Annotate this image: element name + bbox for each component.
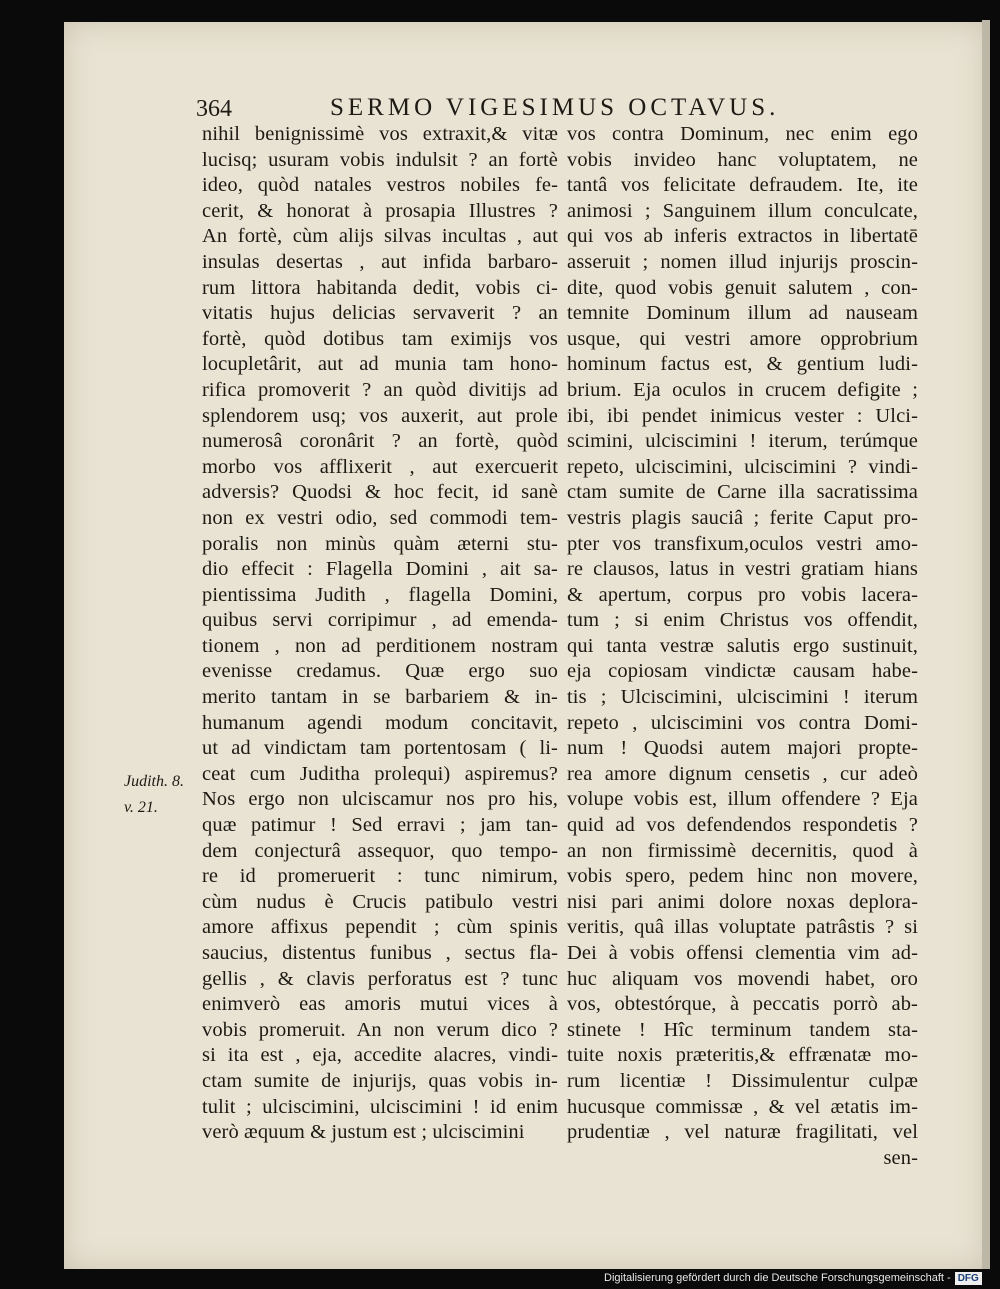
text-line: vos contra Dominum, nec enim ego [567, 123, 918, 145]
text-line: non ex vestri odio, sed commodi tem- [202, 506, 558, 529]
text-line: an non firmissimè decernitis, quod à [567, 839, 918, 862]
text-line: tulit ; ulciscimini, ulciscimini ! id enim [202, 1095, 558, 1118]
text-line: vobis promeruit. An non verum dico ? [202, 1018, 558, 1041]
left-text-column [202, 122, 558, 1146]
text-line: enimverò eas amoris mutui vices à [202, 993, 558, 1016]
text-line: veritis, quâ illas voluptate patrâstis ? si [567, 916, 918, 939]
text-line: rea amore dignum censetis , cur adeò [567, 762, 918, 785]
text-line: vobis spero, pedem hinc non movere, [567, 865, 918, 888]
text-line: tis ; Ulciscimini, ulciscimini ! iterum [567, 686, 918, 709]
footer-text: Digitalisierung gefördert durch die Deutsche Forschungsgemeinschaft - [604, 1272, 951, 1284]
text-line: amore affixus pependit ; cùm spinis [202, 916, 558, 939]
page-edge [982, 20, 990, 1269]
text-line: cerit, & honorat à prosapia Illustres ? [202, 199, 558, 222]
page-number: 364 [196, 96, 232, 122]
text-line: poralis non minùs quàm æterni stu- [202, 532, 558, 555]
text-line: An fortè, cùm alijs silvas incultas , aut [202, 225, 558, 248]
text-line: verò æquum & justum est ; ulciscimini [202, 1121, 525, 1144]
text-line: ctam sumite de injurijs, quas vobis in- [202, 1069, 558, 1092]
text-line: nisi pari animi dolore noxas deplora- [567, 890, 918, 913]
text-line: vestris plagis sauciâ ; ferite Caput pro- [567, 506, 918, 529]
margin-citation-line: v. 21. [124, 798, 158, 816]
text-line: evenisse credamus. Quæ ergo suo [202, 660, 558, 683]
text-line: Nos ergo non ulciscamur nos pro his, [202, 788, 558, 811]
text-line: cùm nudus è Crucis patibulo vestri [202, 890, 558, 913]
text-line: quibus servi corripimur , ad emenda- [202, 609, 558, 632]
dfg-logo: DFG [955, 1272, 982, 1285]
right-text-column [567, 122, 918, 1171]
running-title: SERMO VIGESIMUS OCTAVUS. [330, 94, 780, 121]
text-line: qui vos ab inferis extractos in libertatē [567, 225, 918, 248]
text-line: ctam sumite de Carne illa sacratissima [567, 481, 918, 504]
margin-citation-line: Judith. 8. [124, 773, 184, 790]
text-line: saucius, distentus funibus , sectus fla- [202, 942, 558, 964]
text-line: repeto, ulciscimini, ulciscimini ? vindi- [567, 455, 918, 478]
text-line: sen- [883, 1146, 918, 1169]
text-line: ideo, quòd natales vestros nobiles fe- [202, 174, 558, 197]
text-line: dem conjecturâ assequor, quo tempo- [202, 839, 558, 862]
text-line: & apertum, corpus pro vobis lacera- [567, 583, 918, 606]
text-line: temnite Dominum illum ad nauseam [567, 302, 918, 325]
text-line: scimini, ulciscimini ! iterum, terúmque [567, 430, 918, 453]
text-line: ut ad vindictam tam portentosam ( li- [202, 737, 558, 760]
text-line: ceat cum Juditha prolequi) aspiremus? [202, 762, 558, 785]
text-line: eja copiosam vindictæ causam habe- [567, 660, 918, 683]
text-line: vobis invideo hanc voluptatem, ne [567, 148, 918, 171]
text-line: tionem , non ad perditionem nostram [202, 634, 558, 657]
margin-citation [124, 769, 200, 820]
text-line: fortè, quòd dotibus tam eximijs vos [202, 327, 558, 350]
text-line: tantâ vos felicitate defraudem. Ite, ite [567, 174, 918, 197]
text-line: lucisq; usuram vobis indulsit ? an fortè [202, 148, 558, 171]
text-line: huc aliquam vos movendi habet, oro [567, 967, 918, 990]
text-line: pientissima Judith , flagella Domini, [202, 583, 558, 606]
text-line: si ita est , eja, accedite alacres, vindi- [202, 1044, 558, 1067]
text-line: volupe vobis est, illum offendere ? Eja [567, 788, 918, 811]
text-line: tuite noxis præteritis,& effrænatæ mo- [567, 1044, 918, 1067]
text-line: repeto , ulciscimini vos contra Domi- [567, 711, 918, 734]
text-line: pter vos transfixum,oculos vestri amo- [567, 532, 918, 555]
text-line: Dei à vobis offensi clementia vim ad- [567, 942, 918, 964]
text-line: adversis? Quodsi & hoc fecit, id sanè [202, 481, 558, 504]
text-line: dite, quod vobis genuit salutem , con- [567, 276, 918, 299]
text-line: humanum agendi modum concitavit, [202, 711, 558, 734]
text-line: insulas desertas , aut infida barbaro- [202, 250, 558, 273]
text-line: num ! Quodsi autem majori propte- [567, 737, 918, 760]
text-line: qui tanta vestræ salutis ergo sustinuit, [567, 634, 918, 657]
text-line: ibi, ibi pendet inimicus vester : Ulci- [567, 404, 918, 427]
text-line: vos, obtestórque, à peccatis porrò ab- [567, 993, 918, 1016]
text-line: quæ patimur ! Sed erravi ; jam tan- [202, 814, 558, 837]
text-line: re clausos, latus in vestri gratiam hians [567, 558, 918, 581]
text-line: morbo vos afflixerit , aut exercuerit [202, 455, 558, 478]
text-line: brium. Eja oculos in crucem defigite ; [567, 378, 918, 401]
text-line: numerosâ coronârit ? an fortè, quòd [202, 430, 558, 453]
text-line: dio effecit : Flagella Domini , ait sa- [202, 558, 558, 581]
text-line: stinete ! Hîc terminum tandem sta- [567, 1018, 918, 1041]
text-line: vitatis hujus delicias servaverit ? an [202, 302, 558, 325]
text-line: hominum factus est, & gentium ludi- [567, 353, 918, 376]
text-line: prudentiæ , vel naturæ fragilitati, vel [567, 1121, 918, 1144]
text-line: animosi ; Sanguinem illum conculcate, [567, 199, 918, 222]
text-line: nihil benignissimè vos extraxit,& vitæ [202, 123, 558, 145]
text-line: locupletârit, aut ad munia tam hono- [202, 353, 558, 376]
text-line: quid ad vos defendendos respondetis ? [567, 814, 918, 837]
text-line: tum ; si enim Christus vos offendit, [567, 609, 918, 632]
text-line: re id promeruerit : tunc nimirum, [202, 865, 558, 888]
text-line: rum littora habitanda dedit, vobis ci- [202, 276, 558, 299]
book-page [64, 22, 986, 1269]
text-line: rifica promoverit ? an quòd divitijs ad [202, 378, 558, 401]
text-line: splendorem usq; vos auxerit, aut prole [202, 404, 558, 427]
text-line: usque, qui vestri amore opprobrium [567, 327, 918, 350]
text-line: gellis , & clavis perforatus est ? tunc [202, 967, 558, 990]
text-line: rum licentiæ ! Dissimulentur culpæ [567, 1069, 918, 1092]
digitization-footer [604, 1270, 994, 1286]
text-line: hucusque commissæ , & vel ætatis im- [567, 1095, 918, 1118]
text-line: merito tantam in se barbariem & in- [202, 686, 558, 709]
text-line: asseruit ; nomen illud injurijs proscin- [567, 250, 918, 273]
